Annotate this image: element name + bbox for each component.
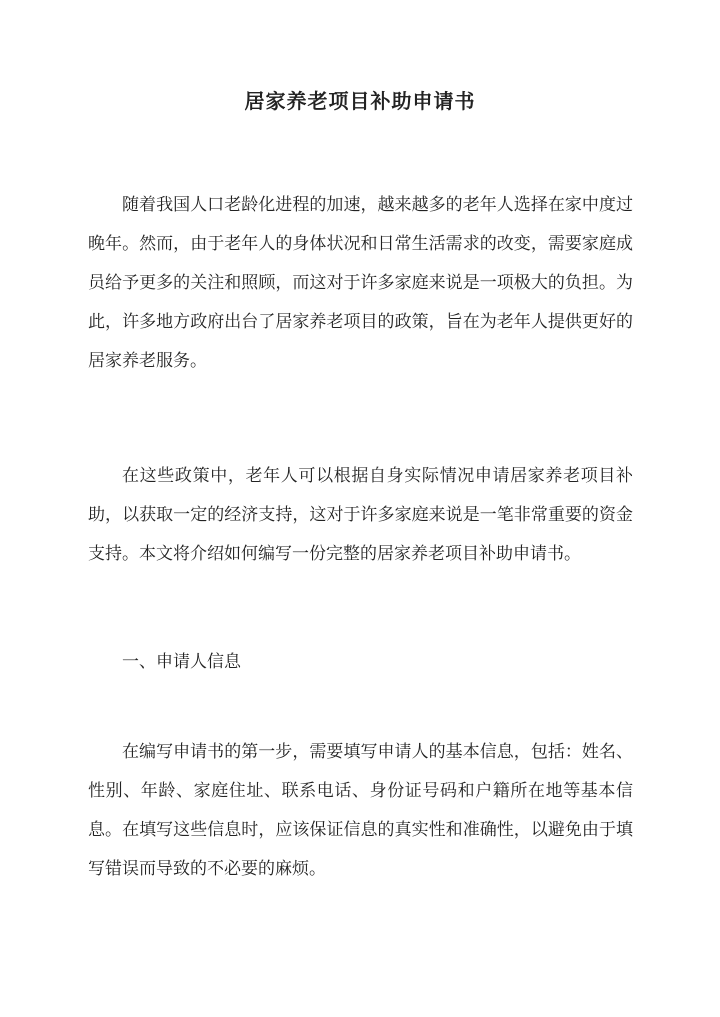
paragraph-intro: 随着我国人口老龄化进程的加速，越来越多的老年人选择在家中度过晚年。然而，由于老年人的身体状况和日常生活需求的改变，需要家庭成员给予更多的关注和照顾，而这对于许多家庭来说是一项极大的负担。为此，许多地方政府出台了居家养老项目的政策，旨在为老年人提供更好的居家养老服务。 — [88, 195, 633, 371]
document-title: 居家养老项目补助申请书 — [244, 89, 476, 113]
paragraph-policy: 在这些政策中，老年人可以根据自身实际情况申请居家养老项目补助，以获取一定的经济支持，这对于许多家庭来说是一笔非常重要的资金支持。本文将介绍如何编写一份完整的居家养老项目补助申请书。 — [88, 466, 633, 564]
section-heading-applicant-info: 一、申请人信息 — [122, 652, 241, 672]
paragraph-applicant-info: 在编写申请书的第一步，需要填写申请人的基本信息，包括：姓名、性别、年龄、家庭住址、联系电话、身份证号码和户籍所在地等基本信息。在填写这些信息时，应该保证信息的真实性和准确性，以避免由于填写错误而导致的不必要的麻烦。 — [88, 742, 633, 879]
